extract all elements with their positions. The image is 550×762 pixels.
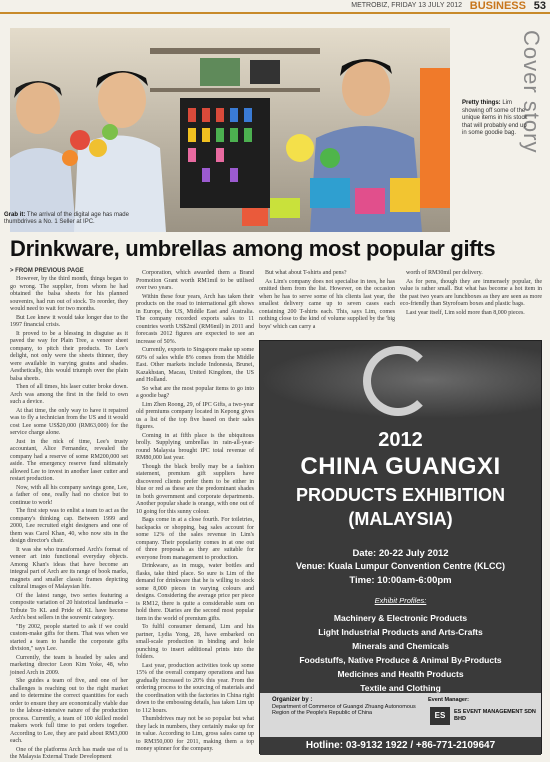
- exhibit-profile-item: Foodstuffs, Native Produce & Animal By-Products: [299, 655, 502, 665]
- article-column-4: [400, 270, 542, 338]
- article-paragraph: Of the latest range, two series featuring a composite variation of 20 historical landmarks – Tribute To KL and Pride of KL have become Arch's best sellers in the souvenir category.: [10, 592, 128, 621]
- masthead: [0, 0, 550, 14]
- article-paragraph: At that time, the only way to have it repaired was to fly a technician from the US and it would cost Lee some US$20,000 (RM63,000) for the service charge alone.: [10, 407, 128, 436]
- article-paragraph: It proved to be a blessing in disguise as it paved the way for Plain Tree, a veneer sheet company, to pitch their products. To Lee's delight, not only were the sheets thinner, they were available in varying grains and shades. Aesthetically, this would triumph over the plain balsa sheets.: [10, 330, 128, 382]
- article-paragraph: Currently, exports to Singapore make up some 60% of sales while 8% comes from the Middle East. Other markets include Indonesia, Brunei, Kazakhstan, Macau, United Kingdom, the US and Holland.: [136, 347, 254, 383]
- feature-photo: [10, 28, 450, 232]
- ad-venue: Venue: Kuala Lumpur Convention Centre (KLCC): [295, 561, 505, 571]
- photo-caption-pretty: Pretty things: Lim showing off some of the unique items in his stock that will probably end up in some goodie bag.: [462, 100, 528, 136]
- article-paragraph: "By 2002, people started to ask if we could custom-make gifts for them. That was when we started a team to handle the corporate gifts division," says Lee.: [10, 623, 128, 652]
- article-paragraph: But Lee knew it would take longer due to the 1997 financial crisis.: [10, 314, 128, 328]
- photo-caption-grab: Grab it: The arrival of the digital age has made thumbdrives a No. 1 Seller at IPC.: [4, 212, 129, 225]
- ad-organizer: Organizer by : Department of Commerce of Guangxi Zhuang Autonomous Region of the People's Republic of China: [272, 697, 416, 716]
- ad-event-manager: ES EVENT MANAGEMENT SDN BHD: [454, 709, 536, 722]
- page-number: 53: [533, 0, 546, 12]
- ad-hotline: Hotline: 03-9132 1922 / +86-771-2109647: [260, 737, 541, 755]
- article-paragraph: Within these four years, Arch has taken their products on the road to international gift shows in Europe, the US, Middle East and Australia. The company recorded exports sales to 11 countries worth US$2mil (RM6mil) in 2011 and forecasts 2012 figures are expected to see an increase of 50%.: [136, 293, 254, 345]
- article-paragraph: Coming in at fifth place is the ubiquitous brolly. Supplying umbrellas in rain-all-year-round Malaysia brought IPC total revenue of RM80,000 last year.: [136, 432, 254, 461]
- exhibit-profile-item: Medicines and Health Products: [337, 669, 464, 679]
- ad-exhibit-profiles-title: Exhibit Profiles:: [374, 596, 427, 605]
- exhibit-profile-item: Light Industrial Products and Arts-Crafts: [318, 627, 483, 637]
- article-paragraph: Thumbdrives may not be so popular but what they lack in numbers, they certainly make up for in value. According to Lim, gross sales came up to RM350,000 for 2011, making them a top money spinner for the company.: [136, 716, 254, 752]
- article-paragraph: However, by the third month, things began to go wrong. The supplier, from whom he had obtained the balsa sheets for his planned souvenirs, had run out of stock. To reorder, they would need to wait for two months.: [10, 276, 128, 312]
- ad-time: Time: 10:00am-6:00pm: [349, 575, 452, 586]
- feature-photo-art: [10, 28, 450, 232]
- section-label: BUSINESS: [469, 0, 526, 12]
- article-paragraph: Just in the nick of time, Lee's trusty accountant, Alice Fernandez, revealed the company had a reserve of some RM200,000 set aside. The emergency reserve fund ultimately allowed Lee to invest in another laser cutter and restart production.: [10, 438, 128, 482]
- article-paragraph: Corporation, which awarded them a Brand Promotion Grant worth RM1mil to be utilised over two years.: [136, 270, 254, 291]
- article-paragraph: As Lim's company does not specialise in tees, he has omitted them from the list. However, on the occasion when he has to serve some of his clients last year, the smallest delivery came up to seven cases each containing 200 T-shirts each. This, says Lim, comes nothing close to the kind of volume supplied by the 'big boys' which can carry a: [259, 278, 395, 330]
- ad-event-manager-label: Event Manager:: [428, 697, 469, 703]
- article-paragraph: Though the black brolly may be a fashion statement, premium gift suppliers have discovered clients prefer them to be either in blue or red as these are the predominant shades in both government and corporate departments. Another popular shade is orange, with one out of 10 going for this sunny colour.: [136, 463, 254, 515]
- from-previous-page: > FROM PREVIOUS PAGE: [10, 268, 84, 274]
- article-column-2: [136, 270, 254, 754]
- exhibit-profile-item: Machinery & Electronic Products: [333, 613, 468, 623]
- article-paragraph: Last year itself, Lim sold more than 8,000 pieces.: [406, 309, 525, 316]
- ad-exhibit-profiles-list: [260, 611, 541, 695]
- article-paragraph: Now, with all his company savings gone, Lee, a father of one, really had no choice but to continue to work!: [10, 484, 128, 506]
- ad-subtitle: PRODUCTS EXHIBITION: [295, 485, 505, 505]
- article-column-3: [259, 270, 395, 338]
- exhibition-advertisement: [259, 340, 542, 754]
- exhibition-logo-icon: [363, 346, 433, 416]
- article-paragraph: The first step was to enlist a team to act as the company's thinking cap. Between 1999 and 2000, Lee recruited eight designers and one of them was Carol Khan, 40, who now sits in the design director's chair.: [10, 508, 128, 544]
- article-paragraph: Bags come in at a close fourth. For toiletries, backpacks or shopping, bag sales account for some 12% of the sales revenue in Lim's company. Their popularity comes in at one out of three proposals as they are suitable for everyone from management to production.: [136, 517, 254, 561]
- ad-year: 2012: [378, 429, 423, 451]
- exhibit-profile-item: Textile and Clothing: [360, 683, 441, 693]
- exhibit-profile-item: Minerals and Chemicals: [352, 641, 449, 651]
- article-paragraph: As for pens, though they are immensely popular, the value is rather small. But what has become a hot item in the past two years are lunchboxes as they are seen as more eco-friendly than Styrofoam boxes and plastic bags.: [400, 278, 542, 307]
- article-paragraph: So what are the most popular items to go into a goodie bag?: [136, 385, 254, 399]
- side-section-label: Cover story: [519, 30, 544, 154]
- article-column-1: [10, 276, 128, 760]
- ad-country: (MALAYSIA): [348, 509, 453, 529]
- es-logo-icon: ES: [430, 707, 450, 725]
- article-paragraph: She guides a team of five, and one of her challenges is reaching out to the right market and to determine the correct quantities for each order to ensure they are economically viable due to the labour-intensive nature of the production process. Currently, a team of 100 skilled model makers work full time to put orders together. According to Lee, they are paid about RM3,000 each.: [10, 678, 128, 744]
- article-paragraph: Lim Zhen Roong, 29, of IPC Gifts, a two-year old premiums company located in Kepong gives us a list of the top five based on their sales figures.: [136, 401, 254, 430]
- article-paragraph: Drinkware, as in mugs, water bottles and flasks, take third place. So sure is Lim of the demand for drinkware that he is willing to stock some 8,000 pieces in varying colours and designs. Considering the average price per piece is RM12, there is quite a considerable sum on hold there. Diaries are the second most popular item in the world of premium gifts.: [136, 563, 254, 622]
- publication-line: METROBIZ, FRIDAY 13 JULY 2012: [351, 2, 462, 9]
- ad-date: Date: 20-22 July 2012: [352, 548, 449, 559]
- article-paragraph: Last year, production activities took up some 15% of the overall company operations and has gradually increased to 20% this year. From the ordering process to the sourcing of materials and the coordination with the factories in China right down to the embossing details, has taken Lim up to 112 hours.: [136, 662, 254, 714]
- ad-title: CHINA GUANGXI: [300, 453, 501, 480]
- article-paragraph: Then of all times, his laser cutter broke down. Arch was among the first in the field to own such a device.: [10, 384, 128, 405]
- article-paragraph: One of the platforms Arch has made use of is the Malaysia External Trade Development: [10, 746, 128, 760]
- article-headline: Drinkware, umbrellas among most popular gifts: [10, 236, 496, 261]
- article-paragraph: To fulfil consumer demand, Lim and his partner, Lydia Yong, 28, have embarked on small-scale production in binding and hole punching to insert additional prints into the folders.: [136, 624, 254, 660]
- article-paragraph: worth of RM30mil per delivery.: [406, 270, 483, 276]
- article-paragraph: But what about T-shirts and pens?: [265, 270, 347, 276]
- article-paragraph: Currently, the team is headed by sales and marketing director Leon Kim Yoke, 48, who joined Arch in 2009.: [10, 654, 128, 676]
- article-paragraph: It was she who transformed Arch's format of veneer art into functional everyday objects. Among Khan's ideas that have become an integral part of Arch are its range of book marks, magnets and smaller classic frames depicting cultural images of Malaysian life.: [10, 546, 128, 590]
